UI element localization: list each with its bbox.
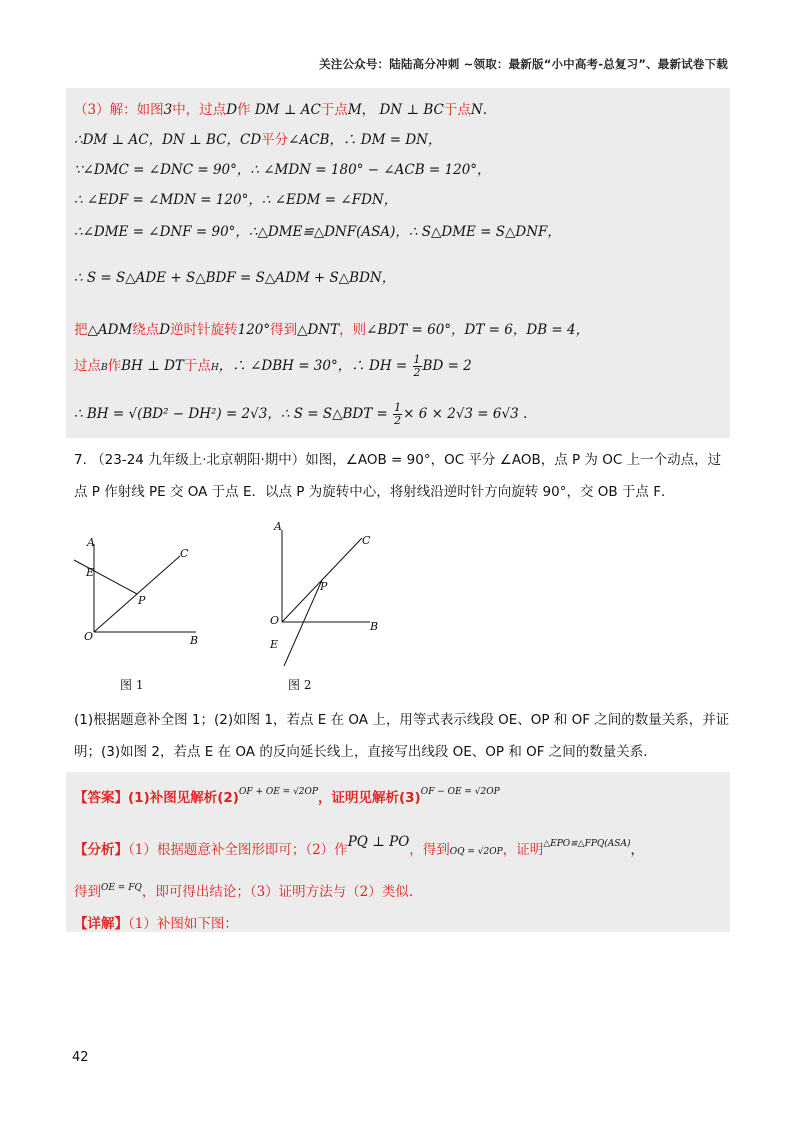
- question-line-1: (1)根据题意补全图 1；(2)如图 1，若点 E 在 OA 上，用等式表示线段 OE、OP 和 OF 之间的数量关系，并证: [74, 712, 730, 728]
- figure-2-caption: 图 2: [288, 678, 312, 692]
- fig1-label-P: P: [138, 594, 146, 607]
- figure-1-caption: 图 1: [120, 678, 144, 692]
- page-number: 42: [72, 1050, 89, 1065]
- figure-1: [70, 530, 220, 660]
- figure-2: [262, 518, 392, 668]
- solution-line-5: ∴∠DME = ∠DNF = 90°，∴△DME≌△DNF(ASA)，∴ S△DME = S△DNF，: [74, 224, 561, 240]
- page-header: 关注公众号：陆陆高分冲刺 ~领取：最新版“小中高考-总复习”、最新试卷下载: [319, 57, 728, 71]
- fig2-label-O: O: [270, 614, 280, 627]
- solution-line-9: ∴ BH = √(BD² − DH²) = 2√3，∴ S = S△BDT = $\frac{1}{2}$ × 6 × 2√3 = 6√3 .: [74, 401, 528, 427]
- fig2-label-B: B: [370, 620, 379, 633]
- solution-line-8: 过点B作BH ⊥ DT于点H，∴ ∠DBH = 30°，∴ DH = $\frac{1}{2}$ BD = 2: [74, 353, 472, 379]
- fig1-label-E: E: [86, 566, 95, 579]
- answer-line: 【答案】(1)补图见解析$(2)^{OF + OE = √2OP}$，证明见解析$(3)^{OF - OE = √2OP}$: [74, 787, 500, 806]
- analysis-line-1: 【分析】（1）根据题意补全图形即可；（2）作PQ ⊥ PO，得到OQ = √2OP，证明$^{\triangle EPO≌\triangle FPQ(ASA)}$，: [74, 834, 644, 858]
- fig1-label-O: O: [84, 630, 94, 643]
- fig1-ray-PE: [74, 560, 137, 594]
- detail-line: 【详解】（1）补图如下图：: [74, 916, 238, 932]
- problem-7-line-1: 7. （23-24 九年级上·北京朝阳·期中）如图，∠AOB = 90°，OC 平分 ∠AOB，点 P 为 OC 上一个动点，过: [74, 452, 722, 468]
- fig2-ray-PE: [284, 580, 322, 666]
- solution-line-4: ∴ ∠EDF = ∠MDN = 120°，∴ ∠EDM = ∠FDN，: [74, 192, 398, 208]
- fig2-label-A: A: [274, 520, 282, 533]
- fig2-label-P: P: [320, 580, 328, 593]
- fig2-label-C: C: [362, 534, 371, 547]
- fig1-label-C: C: [180, 547, 189, 560]
- fig1-label-A: A: [87, 536, 95, 549]
- question-line-2: 明；(3)如图 2，若点 E 在 OA 的反向延长线上，直接写出线段 OE、OP 和 OF 之间的数量关系．: [74, 744, 657, 760]
- solution-line-7: 把△ADM绕点D逆时针旋转120°得到△DNT，则∠BDT = 60°，DT = 6，DB = 4，: [74, 322, 590, 338]
- problem-7-line-2: 点 P 作射线 PE 交 OA 于点 E．以点 P 为旋转中心，将射线沿逆时针方向旋转 90°，交 OB 于点 F．: [74, 484, 675, 500]
- fig2-label-E: E: [270, 638, 279, 651]
- analysis-line-2: 得到$^{OE = FQ}$，即可得出结论；（3）证明方法与（2）类似.: [74, 883, 414, 900]
- solution-line-3: ∵∠DMC = ∠DNC = 90°，∴ ∠MDN = 180° − ∠ACB = 120°，: [74, 162, 491, 178]
- fig1-label-B: B: [190, 634, 199, 647]
- solution-line-6: ∴ S = S△ADE + S△BDF = S△ADM + S△BDN，: [74, 270, 396, 286]
- solution-line-1: （3）解：如图3中，过点D作 DM ⊥ AC于点M， DN ⊥ BC于点N.: [74, 102, 487, 118]
- solution-line-2: ∴DM ⊥ AC，DN ⊥ BC，CD平分∠ACB，∴ DM = DN，: [74, 132, 442, 148]
